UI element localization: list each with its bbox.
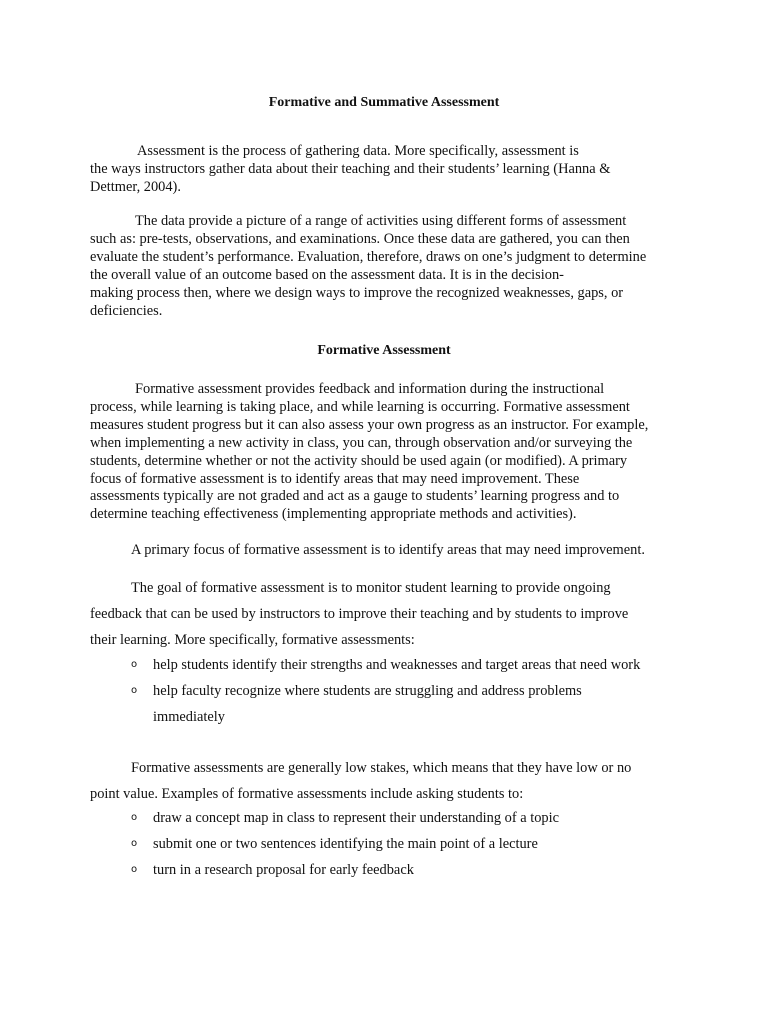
- paragraph-line: The data provide a picture of a range of activities using different forms of assessment: [135, 213, 627, 229]
- example-bullet-list: [131, 805, 559, 883]
- list-item-text: submit one or two sentences identifying the main point of a lecture: [153, 836, 538, 852]
- bullet-marker: o: [131, 838, 138, 849]
- paragraph-line: determine teaching effectiveness (implementing appropriate methods and activities).: [90, 506, 577, 523]
- paragraph-line: the overall value of an outcome based on the assessment data. It is in the decision-: [90, 266, 564, 283]
- paragraph-line: feedback that can be used by instructors to improve their teaching and by students to improve: [90, 606, 629, 622]
- low-stakes-paragraph: [90, 755, 690, 807]
- paragraph-line: the ways instructors gather data about their teaching and their students’ learning (Hanna &: [90, 160, 611, 177]
- document-title: Formative and Summative Assessment: [268, 95, 500, 110]
- paragraph-line: students, determine whether or not the activity should be used again (or modified). A primary: [90, 452, 628, 469]
- list-item: [131, 652, 640, 678]
- list-item-text: help faculty recognize where students are struggling and address problems: [153, 683, 582, 699]
- paragraph-line: assessments typically are not graded and act as a gauge to students’ learning progress and to: [90, 488, 620, 505]
- paragraph-line: Dettmer, 2004).: [90, 178, 181, 195]
- paragraph-line: point value. Examples of formative assessments include asking students to:: [90, 786, 524, 802]
- paragraph-line: Assessment is the process of gathering data. More specifically, assessment is: [137, 143, 579, 159]
- paragraph-line: Formative assessment provides feedback and information during the instructional: [135, 381, 605, 397]
- bullet-marker: o: [131, 659, 138, 670]
- formative-paragraph: [90, 381, 690, 524]
- list-item: [131, 678, 640, 730]
- list-item-continuation: immediately: [153, 709, 225, 725]
- paragraph-line: measures student progress but it can also assess your own progress as an instructor. For example,: [90, 416, 649, 433]
- paragraph-line: focus of formative assessment is to identify areas that may need improvement. These: [90, 470, 580, 487]
- bullet-marker: o: [131, 864, 138, 875]
- intro-paragraph: [90, 143, 690, 197]
- paragraph-line: process, while learning is taking place, and while learning is occurring. Formative assessment: [90, 398, 630, 415]
- primary-focus-sentence: A primary focus of formative assessment is to identify areas that may need improvement.: [131, 542, 645, 558]
- paragraph-line: Formative assessments are generally low stakes, which means that they have low or no: [131, 760, 632, 776]
- paragraph-line: making process then, where we design ways to improve the recognized weaknesses, gaps, or: [90, 284, 624, 301]
- list-item: [131, 805, 559, 831]
- paragraph-line: The goal of formative assessment is to monitor student learning to provide ongoing: [131, 580, 611, 596]
- list-item-text: turn in a research proposal for early feedback: [153, 862, 414, 878]
- paragraph-line: such as: pre-tests, observations, and examinations. Once these data are gathered, you can then: [90, 230, 630, 247]
- paragraph-line: deficiencies.: [90, 302, 163, 319]
- list-item: [131, 857, 559, 883]
- list-item-text: draw a concept map in class to represent their understanding of a topic: [153, 810, 559, 826]
- data-paragraph: [90, 213, 690, 320]
- paragraph-line: evaluate the student’s performance. Evaluation, therefore, draws on one’s judgment to determine: [90, 248, 647, 265]
- goal-paragraph: [90, 575, 690, 653]
- formative-heading: Formative Assessment: [317, 343, 451, 358]
- paragraph-line: when implementing a new activity in class, you can, through observation and/or surveying the: [90, 434, 633, 451]
- list-item: [131, 831, 559, 857]
- bullet-marker: o: [131, 685, 138, 696]
- paragraph-line: their learning. More specifically, formative assessments:: [90, 632, 415, 648]
- bullet-marker: o: [131, 812, 138, 823]
- goal-bullet-list: [131, 652, 640, 730]
- list-item-text: help students identify their strengths and weaknesses and target areas that need work: [153, 657, 641, 673]
